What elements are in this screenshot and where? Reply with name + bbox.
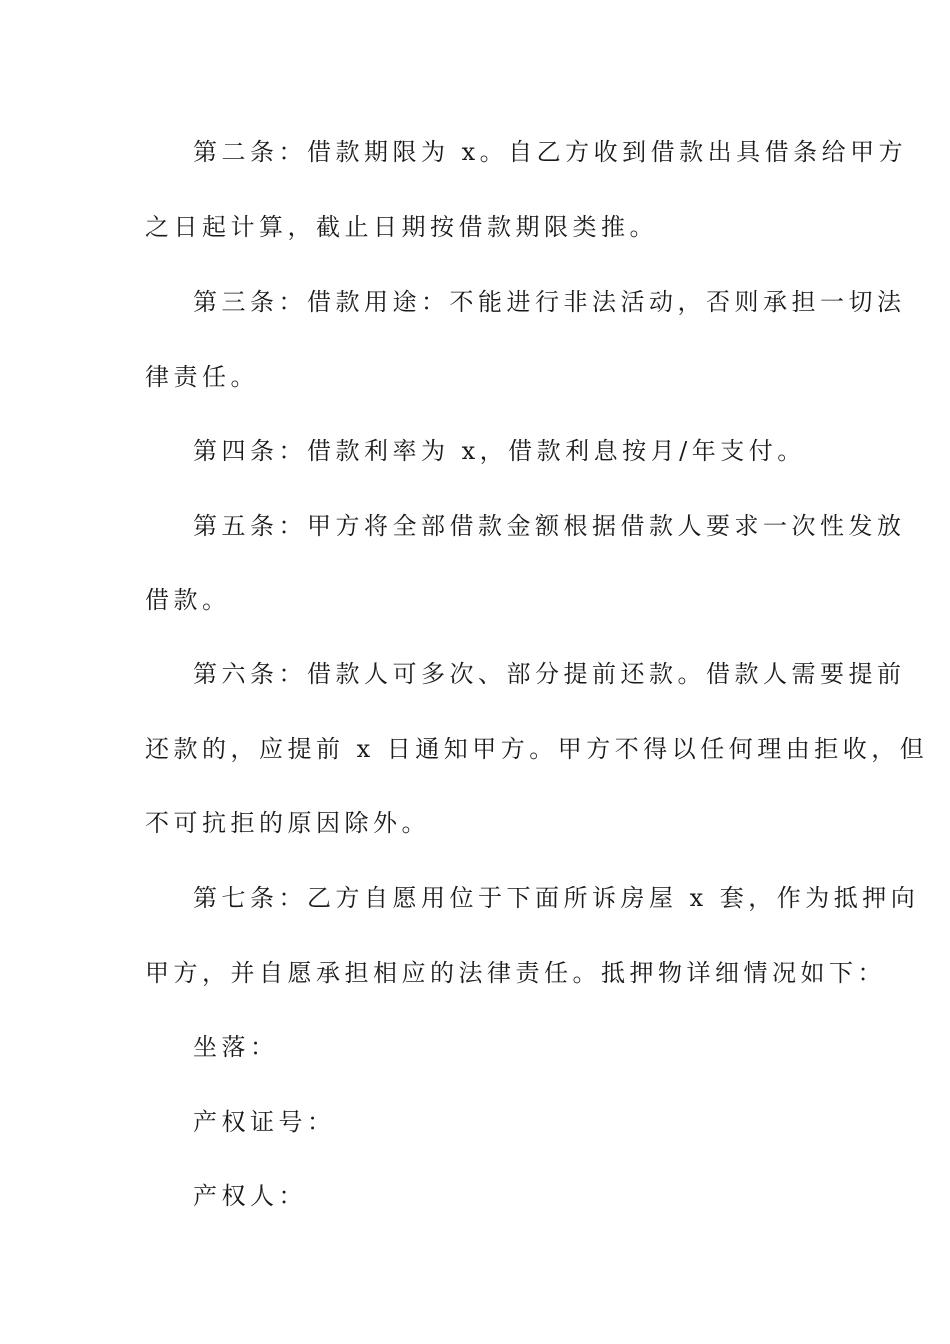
article-6-line-2: 还款的，应提前 x 日通知甲方。甲方不得以任何理由拒收，但 xyxy=(145,735,929,763)
article-5-line-2: 借款。 xyxy=(145,586,231,614)
location-field-label: 坐落： xyxy=(193,1033,279,1061)
article-6-line-3: 不可抗拒的原因除外。 xyxy=(145,809,430,837)
article-6-line-1: 第六条：借款人可多次、部分提前还款。借款人需要提前 xyxy=(193,660,906,688)
article-3-line-1: 第三条：借款用途：不能进行非法活动，否则承担一切法 xyxy=(193,288,906,316)
article-7-line-1: 第七条：乙方自愿用位于下面所诉房屋 x 套，作为抵押向 xyxy=(193,884,920,912)
property-owner-field-label: 产权人： xyxy=(193,1182,307,1210)
article-2-line-2: 之日起计算，截止日期按借款期限类推。 xyxy=(145,213,658,241)
article-2-line-1: 第二条：借款期限为 x。自乙方收到借款出具借条给甲方 xyxy=(193,138,908,166)
property-certificate-field-label: 产权证号： xyxy=(193,1108,336,1136)
article-3-line-2: 律责任。 xyxy=(145,363,259,391)
article-7-line-2: 甲方，并自愿承担相应的法律责任。抵押物详细情况如下： xyxy=(145,959,886,987)
article-4-line-1: 第四条：借款利率为 x，借款利息按月/年支付。 xyxy=(193,437,806,465)
article-5-line-1: 第五条：甲方将全部借款金额根据借款人要求一次性发放 xyxy=(193,512,906,540)
